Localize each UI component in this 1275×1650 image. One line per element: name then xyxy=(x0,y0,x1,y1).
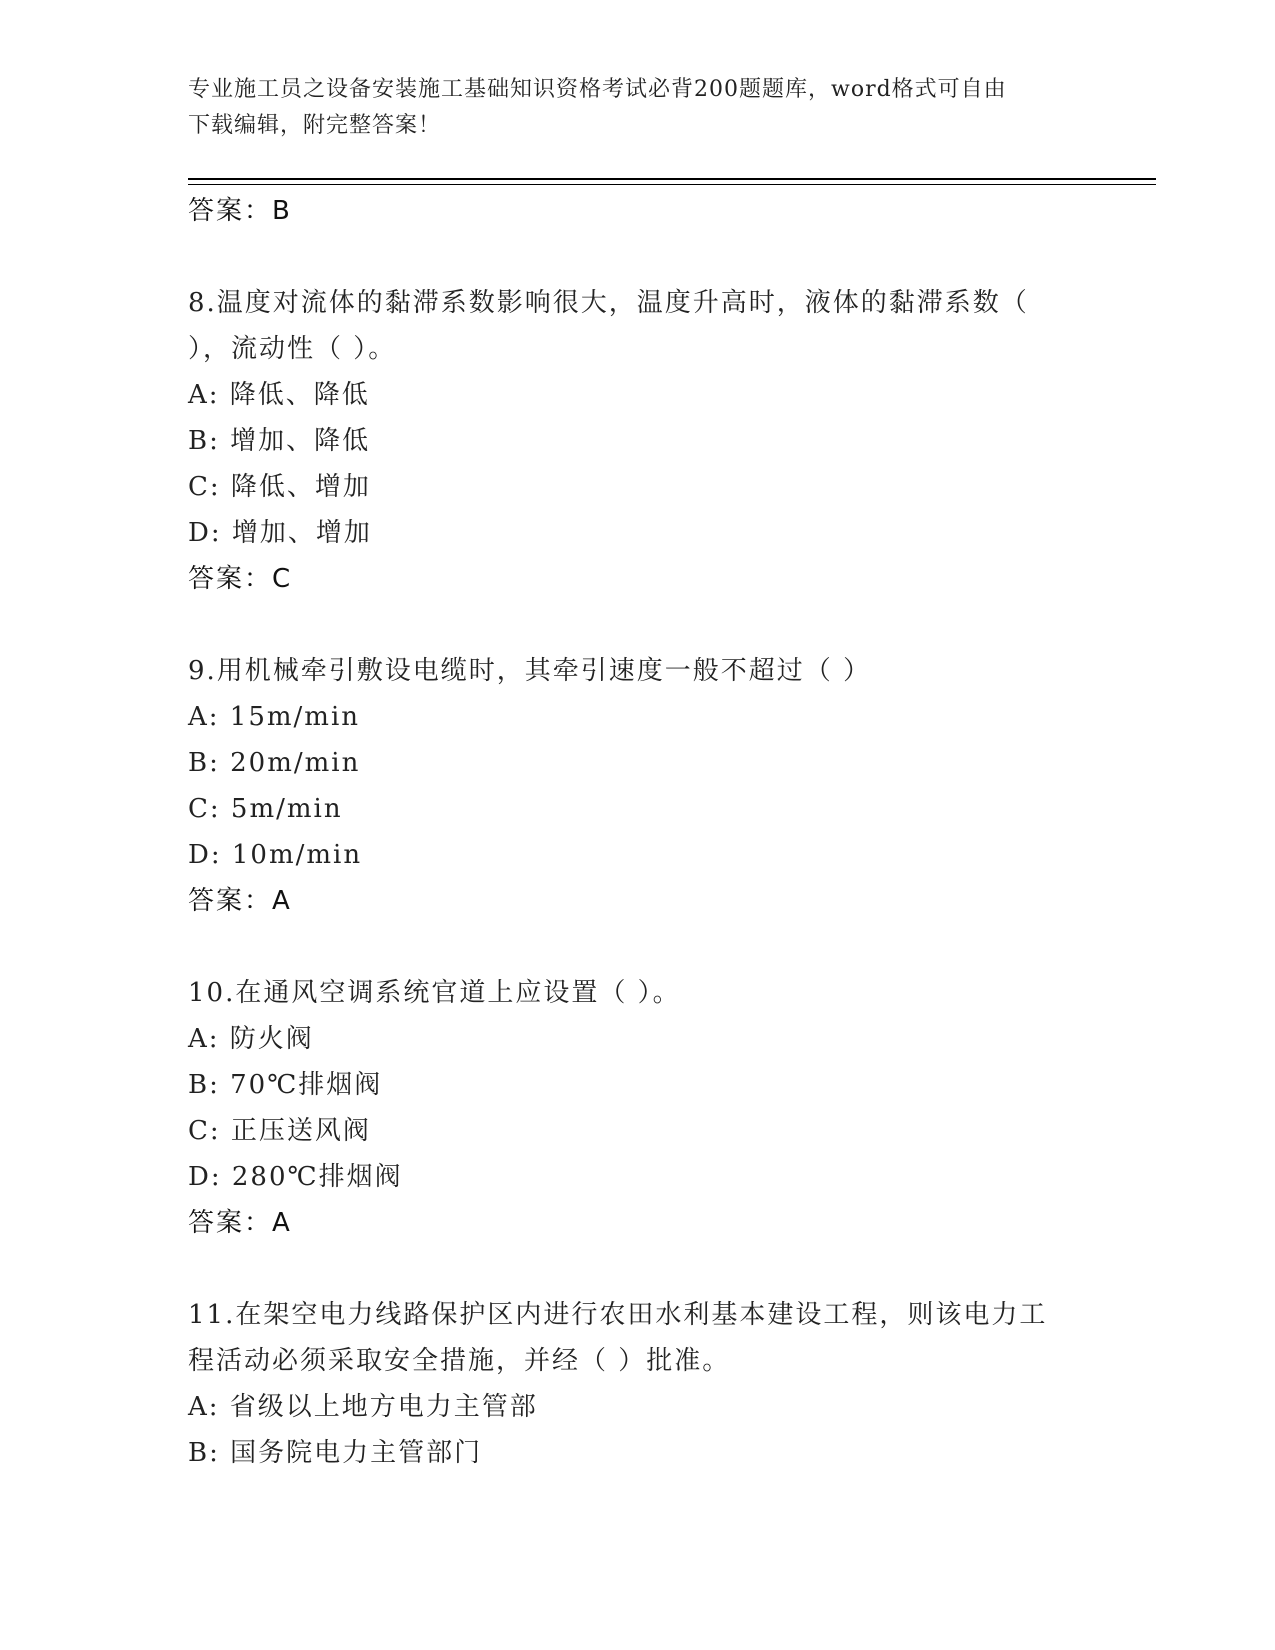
option-b: B: 70℃排烟阀 xyxy=(188,1070,383,1100)
option-d: D: 10m/min xyxy=(188,840,363,870)
option-c: C: 降低、增加 xyxy=(188,472,371,502)
question-stem: 8.温度对流体的黏滞系数影响很大，温度升高时，液体的黏滞系数（ xyxy=(188,288,1029,318)
question-stem: ），流动性（ ）。 xyxy=(188,334,397,364)
option-a: A: 省级以上地方电力主管部 xyxy=(188,1392,538,1422)
answer: 答案：C xyxy=(188,564,293,594)
option-c: C: 5m/min xyxy=(188,794,343,824)
spacer xyxy=(188,924,1088,970)
spacer xyxy=(188,602,1088,648)
option-b: B: 20m/min xyxy=(188,748,361,778)
option-c: C: 正压送风阀 xyxy=(188,1116,371,1146)
document-header xyxy=(188,72,1068,144)
option-b: B: 增加、降低 xyxy=(188,426,371,456)
header-divider-thick xyxy=(188,178,1156,180)
option-d: D: 增加、增加 xyxy=(188,518,372,548)
header-line-1: 专业施工员之设备安装施工基础知识资格考试必背200题题库，word格式可自由 xyxy=(188,77,1007,102)
question-stem: 程活动必须采取安全措施，并经（ ）批准。 xyxy=(188,1346,731,1376)
header-divider-thin xyxy=(188,184,1156,185)
option-b: B: 国务院电力主管部门 xyxy=(188,1438,483,1468)
answer: 答案：A xyxy=(188,1208,292,1238)
option-a: A: 降低、降低 xyxy=(188,380,370,410)
option-d: D: 280℃排烟阀 xyxy=(188,1162,403,1192)
option-a: A: 防火阀 xyxy=(188,1024,314,1054)
question-11 xyxy=(188,1292,1088,1476)
question-stem: 10.在通风空调系统官道上应设置（ ）。 xyxy=(188,978,681,1008)
header-line-2: 下载编辑，附完整答案！ xyxy=(188,113,442,138)
question-stem: 11.在架空电力线路保护区内进行农田水利基本建设工程，则该电力工 xyxy=(188,1300,1048,1330)
spacer xyxy=(188,1246,1088,1292)
spacer xyxy=(188,234,1088,280)
question-8 xyxy=(188,280,1088,602)
question-10 xyxy=(188,970,1088,1246)
question-9 xyxy=(188,648,1088,924)
answer-previous: 答案：B xyxy=(188,196,292,226)
answer: 答案：A xyxy=(188,886,292,916)
question-stem: 9.用机械牵引敷设电缆时，其牵引速度一般不超过（ ） xyxy=(188,656,872,686)
question-list xyxy=(188,188,1088,1476)
option-a: A: 15m/min xyxy=(188,702,361,732)
